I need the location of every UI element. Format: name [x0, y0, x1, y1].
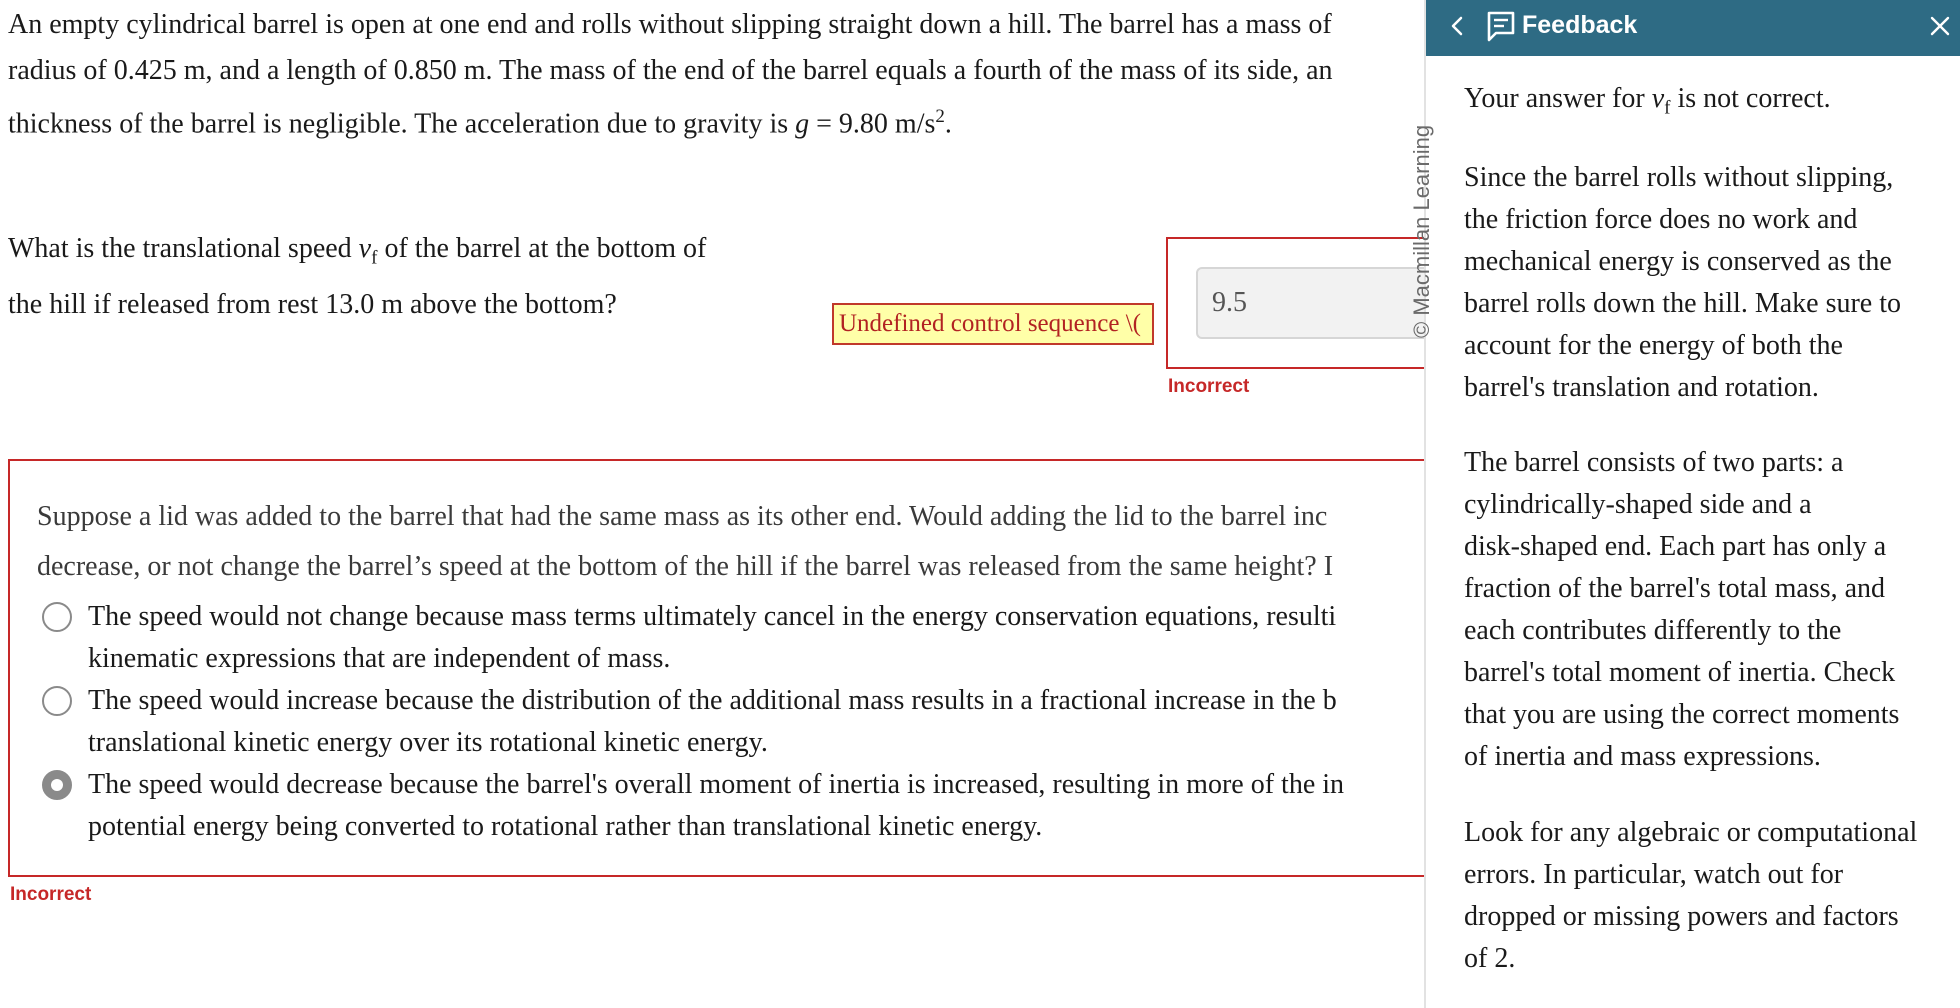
verdict-post: is not correct. — [1670, 83, 1831, 114]
question1-line1-pre: What is the translational speed — [8, 233, 359, 264]
math-error-message: Undefined control sequence \( — [832, 303, 1154, 345]
question2-prompt-line: Suppose a lid was added to the barrel that had the same mass as its other end. Would adding the lid to the barrel inc — [37, 501, 1328, 532]
feedback-paragraph-2 — [1464, 442, 1954, 778]
option-line: kinematic expressions that are independent of mass. — [88, 643, 671, 674]
radio-button-selected[interactable] — [42, 770, 72, 800]
option-text — [88, 680, 1337, 764]
close-button[interactable] — [1926, 12, 1954, 40]
speed-symbol: v — [358, 233, 372, 264]
feedback-paragraph-1 — [1464, 157, 1954, 409]
feedback-line: each contributes differently to the — [1464, 615, 1842, 646]
verdict-pre: Your answer for — [1464, 83, 1652, 114]
feedback-icon — [1486, 10, 1516, 42]
feedback-line: The barrel consists of two parts: a — [1464, 447, 1844, 478]
speed-symbol-subscript: f — [371, 247, 378, 269]
verdict-symbol-subscript: f — [1664, 97, 1671, 119]
feedback-line: barrel's translation and rotation. — [1464, 372, 1819, 403]
problem-line: radius of 0.425 m, and a length of 0.850 m. The mass of the end of the barrel equals a fourth of the mass of its side, an — [8, 55, 1333, 86]
feedback-line: errors. In particular, watch out for — [1464, 859, 1844, 890]
brand-label: © Macmillan Learning — [1409, 124, 1434, 338]
option-line: The speed would increase because the distribution of the additional mass results in a fractional increase in the b — [88, 685, 1337, 716]
option-line: The speed would decrease because the barrel's overall moment of inertia is increased, resulting in more of the in — [88, 769, 1345, 800]
feedback-verdict — [1464, 78, 1954, 130]
option-text — [88, 596, 1336, 680]
option-line: The speed would not change because mass terms ultimately cancel in the energy conservation equations, resulti — [88, 601, 1337, 632]
gravity-end: . — [944, 108, 952, 140]
back-button[interactable] — [1444, 8, 1470, 44]
feedback-line: cylindrically-shaped side and a — [1464, 489, 1812, 520]
feedback-line: of inertia and mass expressions. — [1464, 741, 1821, 772]
feedback-line: the friction force does no work and — [1464, 204, 1858, 235]
gravity-exponent: 2 — [935, 106, 945, 127]
feedback-line: dropped or missing powers and factors — [1464, 901, 1899, 932]
feedback-line: barrel rolls down the hill. Make sure to — [1464, 288, 1902, 319]
feedback-header — [1426, 0, 1960, 56]
question2-prompt — [37, 492, 1424, 592]
feedback-line: disk-shaped end. Each part has only a — [1464, 531, 1887, 562]
feedback-line: Since the barrel rolls without slipping, — [1464, 162, 1894, 193]
gravity-symbol: g — [795, 108, 810, 140]
feedback-line: account for the energy of both the — [1464, 330, 1843, 361]
problem-line-text: thickness of the barrel is negligible. The acceleration due to gravity is — [8, 108, 796, 140]
feedback-line: barrel's total moment of inertia. Check — [1464, 657, 1896, 688]
option-line: potential energy being converted to rotational rather than translational kinetic energy. — [88, 811, 1043, 842]
feedback-line: that you are using the correct moments — [1464, 699, 1900, 730]
feedback-line: mechanical energy is conserved as the — [1464, 246, 1892, 277]
problem-statement — [8, 2, 1424, 147]
option-text — [88, 764, 1344, 848]
panel-title: Feedback — [1522, 11, 1638, 39]
question1-status: Incorrect — [1168, 376, 1250, 397]
question1-line: the hill if released from rest 13.0 m above the bottom? — [8, 288, 617, 320]
verdict-line — [1464, 78, 1954, 130]
option-line: translational kinetic energy over its rotational kinetic energy. — [88, 727, 768, 758]
verdict-symbol: v — [1651, 83, 1665, 114]
problem-line — [8, 94, 1424, 147]
question2-status: Incorrect — [10, 884, 92, 905]
radio-button[interactable] — [42, 602, 72, 632]
feedback-paragraph-3 — [1464, 812, 1954, 980]
speed-answer-input[interactable] — [1196, 267, 1424, 339]
question2-prompt-line: decrease, or not change the barrel’s speed at the bottom of the hill if the barrel was released from the same height? I — [37, 551, 1334, 582]
feedback-line: Look for any algebraic or computational — [1464, 817, 1918, 848]
close-icon — [1926, 12, 1954, 40]
question1-line — [8, 226, 798, 282]
question1-prompt — [8, 226, 798, 328]
question1-line1-post: of the barrel at the bottom of — [377, 233, 707, 264]
feedback-line: fraction of the barrel's total mass, and — [1464, 573, 1886, 604]
feedback-line: of 2. — [1464, 943, 1516, 974]
problem-line: An empty cylindrical barrel is open at one end and rolls without slipping straight down a hill. The barrel has a mass of — [8, 9, 1332, 40]
radio-button[interactable] — [42, 686, 72, 716]
chevron-left-icon — [1444, 8, 1470, 44]
gravity-value: = 9.80 m/s — [816, 108, 936, 140]
